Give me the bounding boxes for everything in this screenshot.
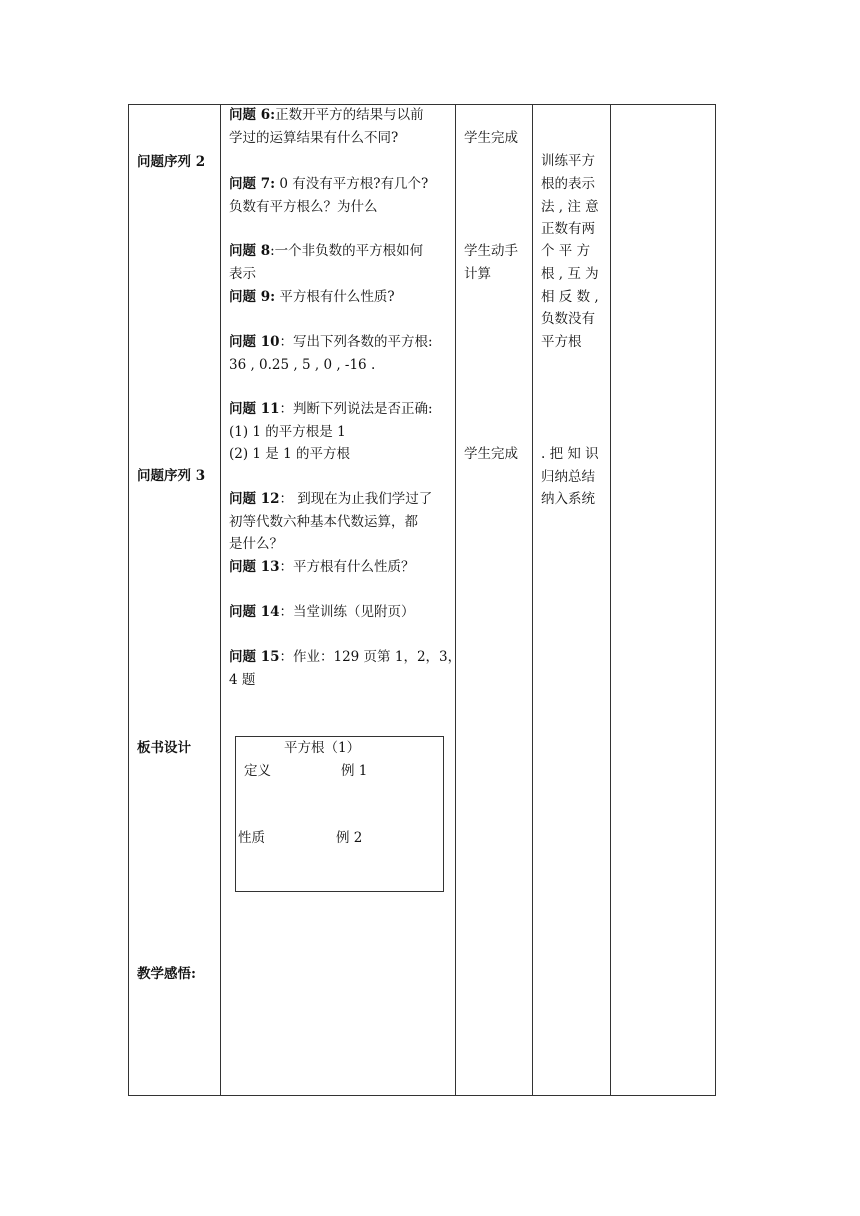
intent-line: 法 , 注 意 [541,199,599,215]
intent-line: 相 反 数 , [541,289,599,305]
intent-line: 根的表示 [541,176,595,192]
question-text: ：平方根有什么性质？ [279,559,415,575]
question-line: 36 , 0.25 , 5 , 0 , -16 . [229,357,376,373]
question-line [229,488,432,511]
table-col-border-0 [128,104,129,1096]
student-activity-2: 学生动手 [464,243,518,259]
board-definition: 定义 [244,763,271,779]
question-text: ：写出下列各数的平方根: [279,334,433,350]
table-col-border-4 [610,104,611,1096]
question-text: 正数开平方的结果与以前 [275,107,424,123]
board-example-2: 例 2 [336,830,363,846]
label-question-seq-3: 问题序列 3 [137,468,206,484]
question-label: 问题 14 [229,604,280,620]
board-property: 性质 [238,830,265,846]
intent-line: 个 平 方 [541,243,591,259]
question-text: 平方根有什么性质? [275,289,395,305]
question-line: (1) 1 的平方根是 1 [229,424,346,440]
board-example-1: 例 1 [341,763,368,779]
intent-line: 负数没有 [541,311,595,327]
question-line [229,556,415,579]
question-line [229,398,433,421]
question-line [229,331,433,354]
question-label: 问题 6: [229,107,276,123]
intent-line: 根 , 互 为 [541,266,599,282]
question-label: 问题 10 [229,334,280,350]
intent-line: 正数有两 [541,221,595,237]
question-line [229,173,428,196]
label-board-design: 板书设计 [137,740,191,756]
question-line [229,601,415,624]
table-col-border-1 [220,104,221,1096]
question-line: 初等代数六种基本代数运算，都 [229,514,418,530]
question-text: ：判断下列说法是否正确: [279,401,433,417]
label-teaching-reflection: 教学感悟: [137,966,196,982]
board-title: 平方根（1） [284,740,361,756]
question-line: (2) 1 是 1 的平方根 [229,446,350,462]
student-activity-1: 学生完成 [464,130,518,146]
question-label: 问题 15 [229,649,280,665]
question-label: 问题 11 [229,401,280,417]
question-line: 学过的运算结果有什么不同? [229,130,399,146]
question-line: 4 题 [229,672,256,688]
intent-line: 训练平方 [541,153,595,169]
table-col-border-5 [715,104,716,1096]
table-bottom-border [128,1095,716,1096]
question-line [229,104,424,127]
question-line: 是什么？ [229,536,283,552]
intent-line: 纳入系统 [541,491,595,507]
question-text: ：当堂训练（见附页） [279,604,415,620]
question-text: 0 有没有平方根?有几个? [275,176,429,192]
question-label: 问题 7: [229,176,276,192]
question-line: 负数有平方根么？为什么 [229,199,378,215]
question-line [229,646,461,669]
question-text: :一个非负数的平方根如何 [270,243,424,259]
question-label: 问题 12 [229,491,280,507]
question-text: ： 到现在为止我们学过了 [279,491,433,507]
table-col-border-2 [455,104,456,1096]
table-col-border-3 [532,104,533,1096]
question-line [229,240,423,263]
question-line: 表示 [229,266,256,282]
question-text: ：作业：129 页第 1，2，3， [279,649,462,665]
label-question-seq-2: 问题序列 2 [137,154,206,170]
question-label: 问题 9: [229,289,276,305]
intent-line: . 把 知 识 [541,446,599,462]
question-line [229,286,395,309]
student-activity-2-line-2: 计算 [464,266,491,282]
intent-line: 归纳总结 [541,469,595,485]
student-activity-3: 学生完成 [464,446,518,462]
question-label: 问题 13 [229,559,280,575]
intent-line: 平方根 [541,334,582,350]
question-label: 问题 8 [229,243,271,259]
